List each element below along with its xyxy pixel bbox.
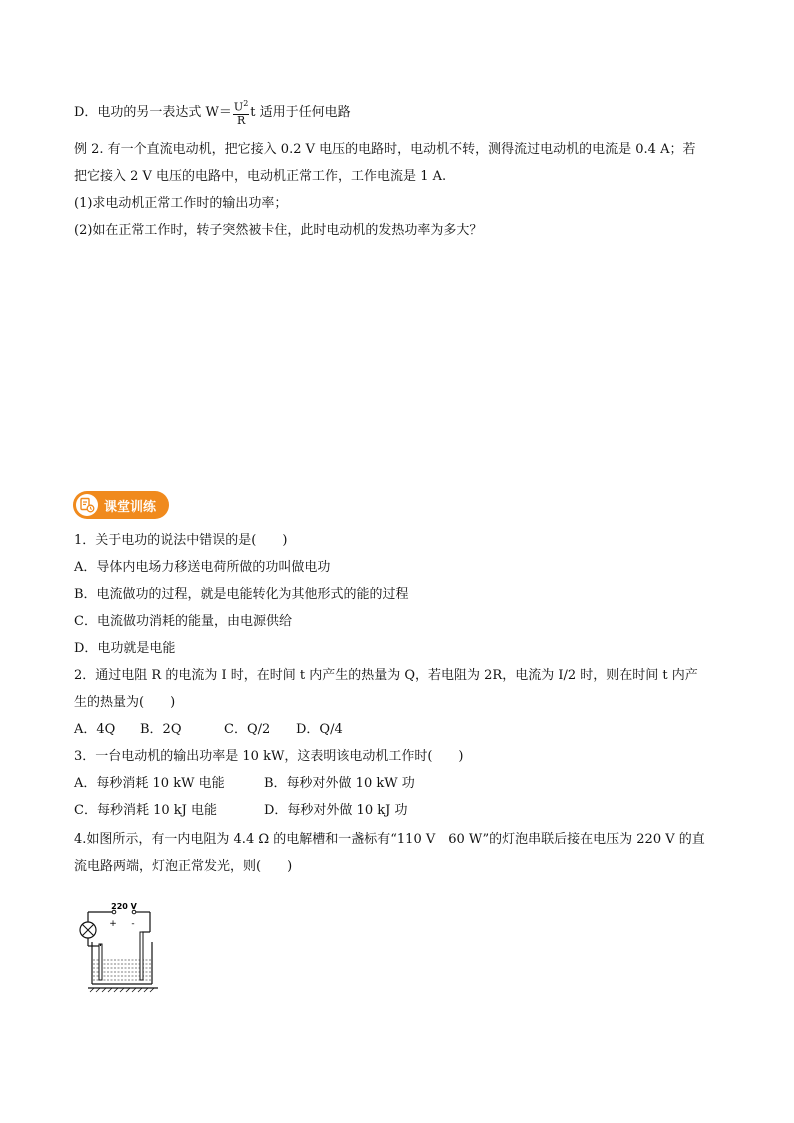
document-clock-icon <box>76 494 98 516</box>
q3-option-c: C．每秒消耗 10 kJ 电能 <box>74 803 217 818</box>
q1-option-d: D．电功就是电能 <box>74 641 176 656</box>
circuit-plus-sign: + <box>109 919 117 929</box>
fraction-u2-over-r <box>233 98 249 127</box>
q4-stem-line2: 流电路两端，灯泡正常发光，则( ) <box>74 859 293 874</box>
q2-option-d: D．Q/4 <box>296 722 343 737</box>
example2-line2: 把它接入 2 V 电压的电路中，电动机正常工作，工作电流是 1 A. <box>74 169 447 184</box>
q3-option-d: D．每秒对外做 10 kJ 功 <box>264 803 408 818</box>
q2-stem-line1: 2．通过电阻 R 的电流为 I 时，在时间 t 内产生的热量为 Q，若电阻为 2R，电流为 I/2 时，则在时间 t 内产 <box>74 668 698 683</box>
electrolytic-cell-icon <box>88 932 158 992</box>
example2-line1: 例 2. 有一个直流电动机，把它接入 0.2 V 电压的电路时，电动机不转，测得流过电动机的电流是 0.4 A；若 <box>74 142 696 157</box>
q2-options <box>74 721 343 739</box>
q2-stem-line2: 生的热量为( ) <box>74 695 176 710</box>
fraction-denominator: R <box>236 113 246 127</box>
section-badge-label: 课堂训练 <box>104 499 157 515</box>
q1-option-c: C．电流做功消耗的能量，由电源供给 <box>74 614 292 629</box>
q4-stem-line1: 4.如图所示，有一内电阻为 4.4 Ω 的电解槽和一盏标有“110 V 60 W”的灯泡串联后接在电压为 220 V 的直 <box>74 832 705 847</box>
option-d-suffix: t 适用于任何电路 <box>250 104 351 120</box>
lamp-icon <box>80 922 96 938</box>
example2-question2: (2)如在正常工作时，转子突然被卡住，此时电动机的发热功率为多大？ <box>74 223 483 238</box>
q2-option-b: B．2Q <box>140 722 182 737</box>
option-d-formula-line <box>74 98 351 127</box>
q3-option-a: A．每秒消耗 10 kW 电能 <box>74 776 225 791</box>
q1-stem: 1．关于电功的说法中错误的是( ) <box>74 533 288 548</box>
option-d-prefix: D．电功的另一表达式 W＝ <box>74 104 232 120</box>
q3-options-row1 <box>74 775 415 793</box>
q3-stem: 3．一台电动机的输出功率是 10 kW，这表明该电动机工作时( ) <box>74 749 464 764</box>
circuit-minus-sign: - <box>131 919 135 929</box>
q1-option-b: B．电流做功的过程，就是电能转化为其他形式的能的过程 <box>74 587 409 602</box>
q3-option-b: B．每秒对外做 10 kW 功 <box>264 776 415 791</box>
fraction-numerator-exponent: 2 <box>243 99 249 108</box>
q2-option-c: C．Q/2 <box>224 722 271 737</box>
q1-option-a: A．导体内电场力移送电荷所做的功叫做电功 <box>74 560 331 575</box>
example2-question1: (1)求电动机正常工作时的输出功率； <box>74 196 288 211</box>
section-badge-classroom-training <box>73 491 169 519</box>
circuit-voltage-label: 220 V <box>111 902 137 911</box>
fraction-numerator: U <box>233 100 244 114</box>
q2-option-a: A．4Q <box>74 722 116 737</box>
circuit-diagram <box>78 900 168 999</box>
q3-options-row2 <box>74 802 407 820</box>
